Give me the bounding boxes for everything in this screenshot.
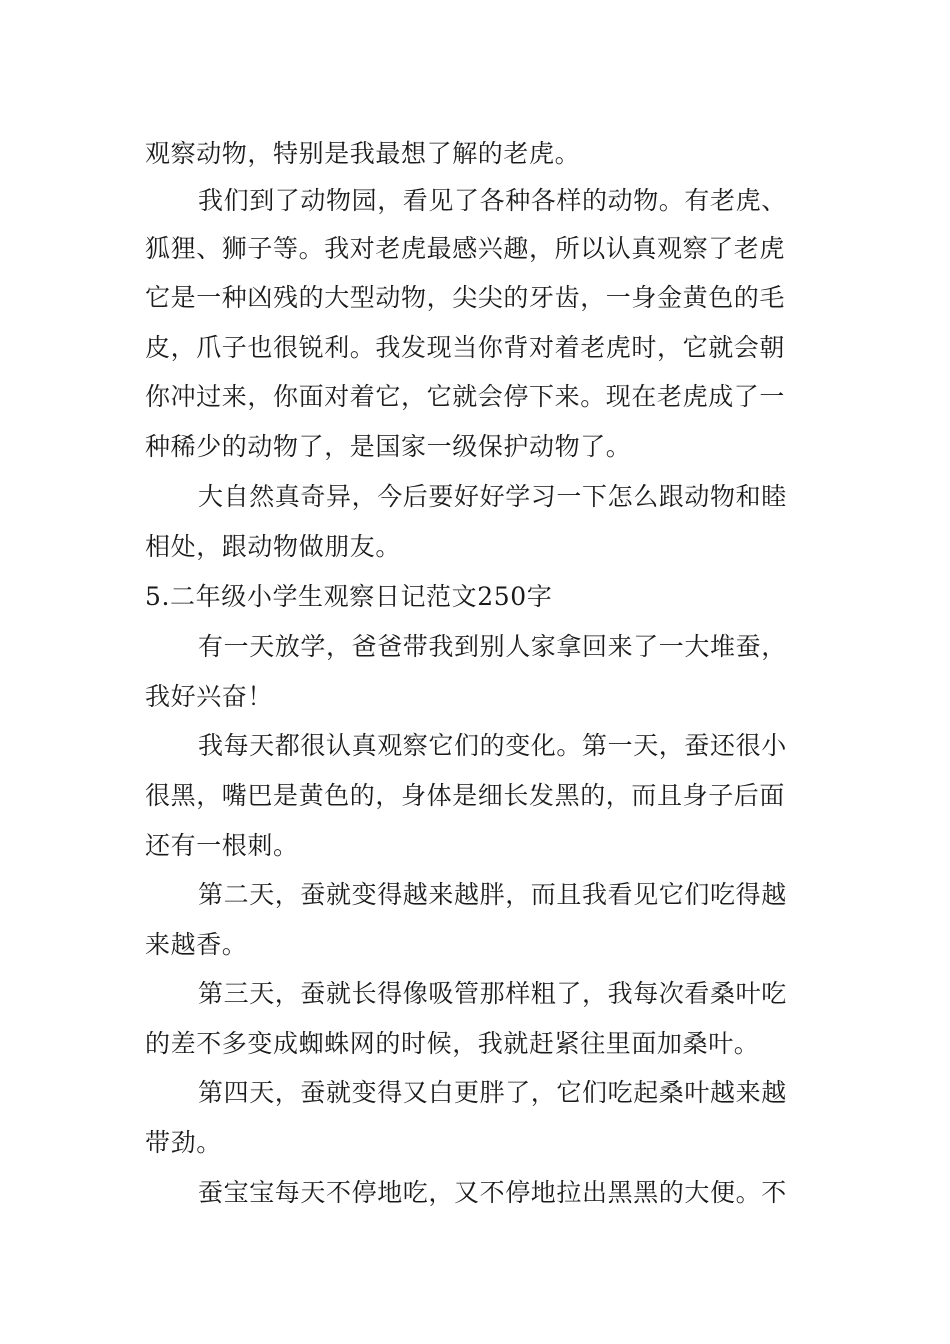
text-line: 皮，爪子也很锐利。我发现当你背对着老虎时，它就会朝 [145,333,786,362]
text-line: 的差不多变成蜘蛛网的时候，我就赶紧往里面加桑叶。 [145,1029,760,1058]
text-line: 我们到了动物园，看见了各种各样的动物。有老虎、 [198,186,787,215]
text-line: 第二天，蚕就变得越来越胖，而且我看见它们吃得越 [198,880,787,909]
text-line: 第四天，蚕就变得又白更胖了，它们吃起桑叶越来越 [198,1078,787,1107]
text-line: 有一天放学，爸爸带我到别人家拿回来了一大堆蚕， [198,632,787,661]
text-line: 第三天，蚕就长得像吸管那样粗了，我每次看桑叶吃 [198,979,787,1008]
section-heading: 5.二年级小学生观察日记范文250字 [145,582,553,611]
text-line: 观察动物，特别是我最想了解的老虎。 [145,139,581,168]
text-line: 你冲过来，你面对着它，它就会停下来。现在老虎成了一 [145,382,786,411]
text-line: 我每天都很认真观察它们的变化。第一天，蚕还很小 [198,731,787,760]
text-line: 种稀少的动物了，是国家一级保护动物了。 [145,432,632,461]
text-line: 狐狸、狮子等。我对老虎最感兴趣，所以认真观察了老虎 [145,234,786,263]
text-line: 大自然真奇异，今后要好好学习一下怎么跟动物和睦 [198,482,787,511]
text-line: 很黑，嘴巴是黄色的，身体是细长发黑的，而且身子后面 [145,781,786,810]
text-line: 相处，跟动物做朋友。 [145,532,402,561]
text-line: 我好兴奋！ [145,682,274,711]
text-line: 来越香。 [145,930,248,959]
text-line: 还有一根刺。 [145,831,299,860]
text-line: 它是一种凶残的大型动物，尖尖的牙齿，一身金黄色的毛 [145,283,786,312]
text-line: 蚕宝宝每天不停地吃，又不停地拉出黑黑的大便。不 [198,1178,787,1207]
text-line: 带劲。 [145,1128,222,1157]
